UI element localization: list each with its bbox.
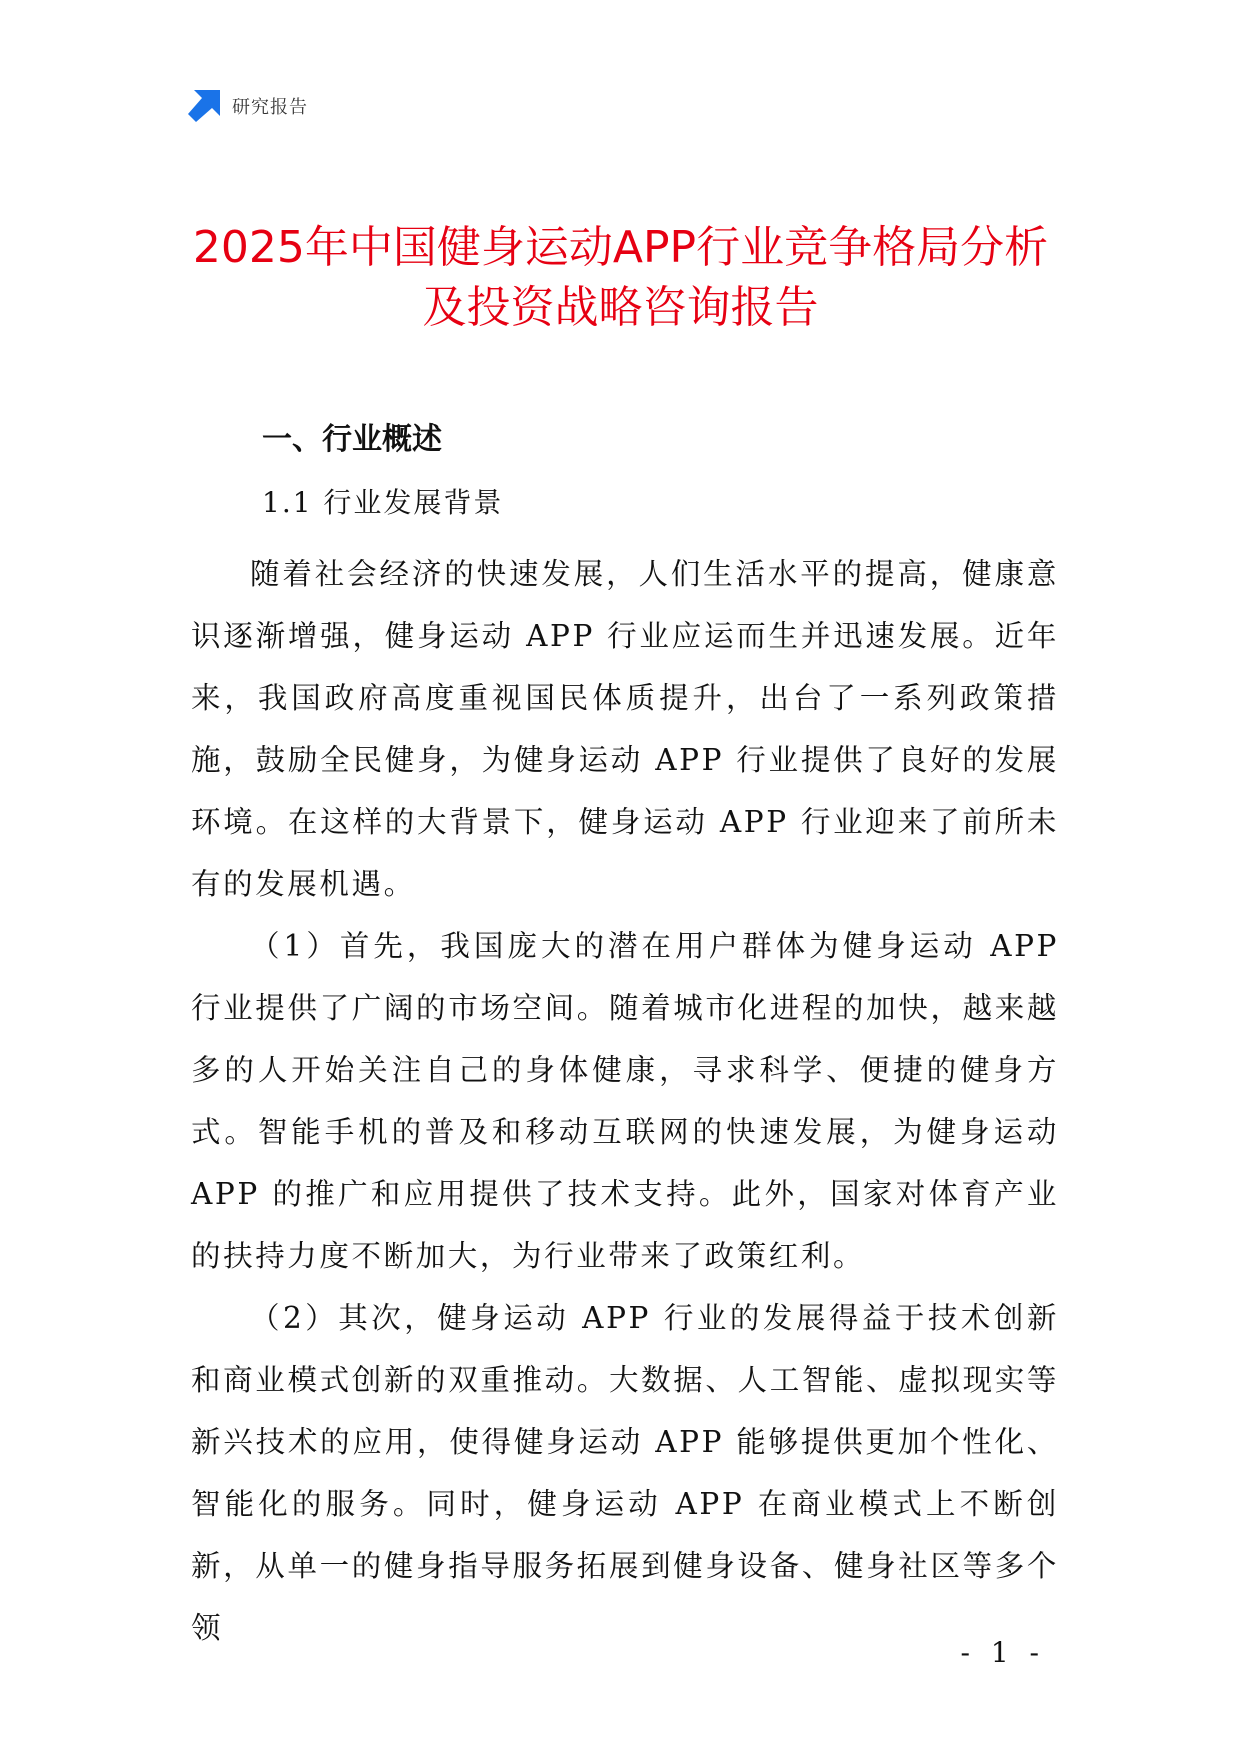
paragraph: （2）其次，健身运动 APP 行业的发展得益于技术创新和商业模式创新的双重推动。大数据、人工智能、虚拟现实等新兴技术的应用，使得健身运动 APP 能够提供更加个性化、智能化的服务。同时，健身运动 APP 在商业模式上不断创新，从单一的健身指导服务拓展到健身设备、健身社区等多个领 (191, 1301, 1059, 1645)
section-heading: 一、行业概述 (262, 422, 442, 457)
document-header (188, 90, 308, 122)
document-title (120, 218, 1121, 338)
header-label: 研究报告 (232, 97, 308, 118)
paragraph: 随着社会经济的快速发展，人们生活水平的提高，健康意识逐渐增强，健身运动 APP 行业应运而生并迅速发展。近年来，我国政府高度重视国民体质提升，出台了一系列政策措施，鼓励全民健身，为健身运动 APP 行业提供了良好的发展环境。在这样的大背景下，健身运动 APP 行业迎来了前所未有的发展机遇。 (191, 557, 1059, 901)
paragraph: （1）首先，我国庞大的潜在用户群体为健身运动 APP 行业提供了广阔的市场空间。随着城市化进程的加快，越来越多的人开始关注自己的身体健康，寻求科学、便捷的健身方式。智能手机的普及和移动互联网的快速发展，为健身运动 APP 的推广和应用提供了技术支持。此外，国家对体育产业的扶持力度不断加大，为行业带来了政策红利。 (191, 929, 1059, 1273)
page-number: - 1 - (960, 1636, 1045, 1669)
body-text (191, 543, 1059, 1659)
subsection-heading: 1.1 行业发展背景 (262, 486, 504, 519)
arrow-up-right-icon (188, 90, 220, 122)
title-line-2: 及投资战略咨询报告 (422, 282, 819, 333)
title-line-1: 2025年中国健身运动APP行业竞争格局分析 (192, 222, 1049, 273)
